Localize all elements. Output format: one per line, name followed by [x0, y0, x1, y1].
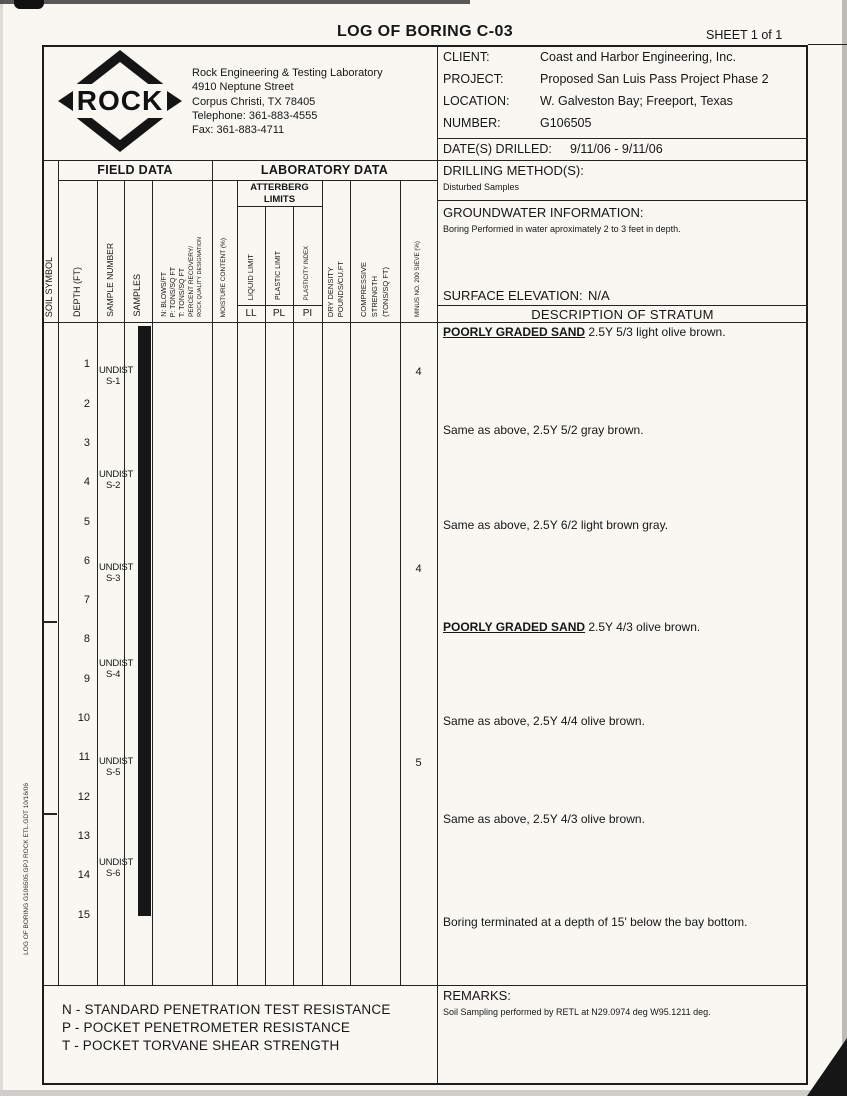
company-info: [192, 66, 383, 137]
sample-type: UNDIST: [99, 469, 134, 481]
sample-type: UNDIST: [99, 756, 134, 768]
column-header-samples: [124, 180, 152, 322]
sample-label: [99, 857, 133, 879]
column-header-plastic-limit: [265, 206, 293, 305]
remarks-value: Soil Sampling performed by RETL at N29.0974 deg W95.1211 deg.: [443, 1007, 711, 1017]
depth-label: 8: [83, 633, 90, 646]
stratum-title: POORLY GRADED SAND: [443, 325, 586, 339]
stratum-text: 2.5Y 5/3 light olive brown.: [585, 325, 726, 339]
grid-line: [42, 985, 808, 986]
sample-label: [99, 562, 133, 584]
npt-line: ROCK QUALITY DESIGNATION: [196, 237, 203, 317]
soil-symbol-label: SOIL SYMBOL: [44, 256, 55, 317]
field-data-header: FIELD DATA: [97, 163, 173, 177]
dates-drilled-value: 9/11/06 - 9/11/06: [570, 142, 663, 156]
depth-label: 2: [83, 397, 90, 410]
stratum-text: Boring terminated at a depth of 15' below the bay bottom.: [443, 914, 748, 929]
depth-label: 11: [78, 751, 90, 764]
location-value: W. Galveston Bay; Freeport, Texas: [540, 94, 733, 108]
stratum-boundary-tick: [43, 813, 57, 815]
drilling-method-label: DRILLING METHOD(S):: [443, 163, 584, 178]
stratum-description: [443, 714, 805, 728]
sample-label: [99, 469, 133, 491]
remarks-label: REMARKS:: [443, 988, 511, 1003]
company-address2: Corpus Christi, TX 78405: [192, 95, 316, 108]
moisture-content-label: MOISTURE CONTENT (%): [220, 237, 228, 317]
stratum-description: [443, 812, 805, 826]
stratum-description: [443, 325, 805, 339]
sample-type: UNDIST: [99, 561, 134, 573]
scan-artifact: [0, 1090, 847, 1096]
depth-label-header: DEPTH (FT): [71, 267, 82, 317]
sheet-number: SHEET 1 of 1: [706, 28, 783, 42]
rock-logo: [55, 50, 185, 152]
project-value: Proposed San Luis Pass Project Phase 2: [540, 72, 769, 86]
stratum-text: Same as above, 2.5Y 6/2 light brown gray.: [443, 517, 669, 532]
sample-id: S-4: [106, 669, 121, 681]
sample-number-label: SAMPLE NUMBER: [105, 243, 116, 317]
minus-200-sieve-value: 4: [415, 562, 422, 575]
grid-line: [808, 44, 847, 45]
logo-arrow-left-icon: [58, 91, 73, 111]
stratum-description: [443, 423, 805, 437]
column-header-dry-density: [322, 180, 350, 322]
scan-artifact: [0, 0, 3, 1096]
groundwater-value: Boring Performed in water aproximately 2 to 3 feet in depth.: [443, 224, 681, 234]
location-label: LOCATION:: [443, 94, 510, 108]
number-value: G106505: [540, 116, 592, 130]
company-telephone: Telephone: 361-883-4555: [192, 109, 318, 122]
legend-line-p: P - POCKET PENETROMETER RESISTANCE: [62, 1020, 351, 1035]
scan-artifact: [14, 0, 44, 9]
depth-label: 10: [77, 712, 90, 724]
npt-line: N: BLOWS/FT: [160, 272, 168, 317]
groundwater-label: GROUNDWATER INFORMATION:: [443, 205, 644, 220]
company-name: Rock Engineering & Testing Laboratory: [192, 67, 383, 79]
depth-label: 9: [83, 672, 90, 685]
drilling-method-value: Disturbed Samples: [443, 182, 520, 192]
sample-label: [99, 756, 133, 778]
logo-arrow-right-icon: [167, 91, 182, 111]
scan-artifact: [842, 0, 847, 1096]
company-address1: 4910 Neptune Street: [192, 81, 294, 94]
sample-label: [99, 365, 133, 387]
grid-line: [437, 138, 808, 139]
dates-drilled-label: DATE(S) DRILLED:: [443, 142, 552, 156]
plasticity-index-label: PLASTICITY INDEX: [304, 245, 311, 300]
npt-line: P: TONS/SQ FT: [170, 266, 178, 317]
company-fax: Fax: 361-883-4711: [192, 124, 285, 137]
depth-label: 7: [83, 594, 90, 607]
minus-200-sieve-label: MINUS NO. 200 SIEVE (%): [414, 241, 422, 317]
legend-line-n: N - STANDARD PENETRATION TEST RESISTANCE: [62, 1002, 391, 1017]
logo-band: [51, 84, 189, 118]
margin-file-stamp: [24, 783, 38, 1085]
stratum-title: POORLY GRADED SAND: [443, 619, 586, 634]
pl-cell: PL: [272, 308, 286, 319]
sample-id: S-5: [106, 767, 121, 779]
depth-label: 13: [77, 829, 90, 842]
dry-density-line: POUNDS/CU.FT: [336, 260, 345, 317]
npt-line: T: TONS/SQ FT: [179, 267, 187, 317]
scan-artifact: [0, 0, 470, 4]
compressive-line: STRENGTH: [370, 275, 380, 317]
description-of-stratum-header: DESCRIPTION OF STRATUM: [531, 307, 714, 322]
grid-line: [42, 322, 808, 323]
stratum-description: [443, 620, 805, 634]
stratum-text: Same as above, 2.5Y 5/2 gray brown.: [443, 423, 644, 438]
column-header-sample-number: [97, 180, 124, 322]
legend-line-t: T - POCKET TORVANE SHEAR STRENGTH: [62, 1038, 340, 1053]
grid-line: [437, 200, 808, 201]
stratum-boundary-tick: [43, 621, 57, 623]
compressive-line: (TONS/SQ FT): [380, 267, 390, 317]
depth-label: 12: [77, 790, 90, 803]
column-header-npt: [152, 180, 212, 322]
depth-label: 14: [77, 869, 90, 882]
logo-text: ROCK: [76, 85, 164, 116]
npt-line: PERCENT RECOVERY/: [187, 246, 195, 317]
number-label: NUMBER:: [443, 116, 501, 130]
depth-label: 15: [77, 908, 90, 921]
sample-id: S-6: [106, 867, 121, 879]
minus-200-sieve-value: 5: [415, 757, 422, 770]
samples-label: SAMPLES: [132, 274, 143, 317]
grid-line: [437, 45, 438, 1085]
stratum-description: [443, 518, 805, 532]
compressive-line: COMPRESSIVE: [359, 261, 369, 317]
liquid-limit-label: LIQUID LIMIT: [246, 253, 256, 300]
pi-cell: PI: [302, 308, 313, 319]
sample-id: S-2: [106, 480, 121, 492]
laboratory-data-header: LABORATORY DATA: [260, 163, 389, 177]
stratum-text: Same as above, 2.5Y 4/4 olive brown.: [443, 714, 645, 729]
surface-elevation-label: SURFACE ELEVATION:: [443, 288, 583, 303]
client-label: CLIENT:: [443, 50, 490, 64]
depth-label: 6: [83, 554, 90, 567]
scan-artifact: [807, 1038, 847, 1096]
project-label: PROJECT:: [443, 72, 504, 86]
atterberg-line2: LIMITS: [263, 194, 296, 205]
column-header-soil-symbol: [42, 160, 58, 322]
atterberg-line1: ATTERBERG: [250, 182, 309, 193]
sample-label: [99, 658, 133, 680]
sample-id: S-3: [106, 572, 121, 584]
stratum-description: [443, 915, 805, 929]
stratum-text: 2.5Y 4/3 olive brown.: [585, 619, 701, 634]
page-title: LOG OF BORING C-03: [336, 23, 514, 40]
grid-line: [437, 305, 808, 306]
column-header-moisture: [212, 180, 237, 322]
sample-type: UNDIST: [99, 856, 134, 868]
minus-200-sieve-value: 4: [415, 366, 422, 379]
sample-type: UNDIST: [99, 365, 134, 377]
atterberg-limits-header: [237, 180, 322, 206]
dry-density-line: DRY DENSITY: [326, 266, 336, 317]
sample-type: UNDIST: [99, 658, 134, 670]
sample-id: S-1: [106, 376, 121, 388]
ll-cell: LL: [245, 308, 257, 319]
column-header-plasticity-index: [293, 206, 322, 305]
sample-interval-bar: [138, 326, 151, 916]
margin-file-stamp-text: LOG OF BORING G106505.GPJ ROCK ETL.GDT 10/16/06: [23, 783, 30, 955]
client-value: Coast and Harbor Engineering, Inc.: [540, 50, 736, 64]
legend: [62, 1001, 391, 1055]
column-header-liquid-limit: [237, 206, 265, 305]
depth-label: 5: [83, 515, 90, 528]
depth-label: 1: [83, 358, 90, 371]
column-header-minus-200-sieve: [400, 180, 437, 322]
depth-label: 4: [83, 476, 90, 489]
depth-label: 3: [83, 436, 90, 449]
surface-elevation-value: N/A: [588, 288, 610, 303]
stratum-text: Same as above, 2.5Y 4/3 olive brown.: [443, 812, 645, 827]
column-header-compressive-strength: [350, 180, 400, 322]
plastic-limit-label: PLASTIC LIMIT: [275, 250, 283, 300]
column-header-depth: [58, 180, 97, 322]
